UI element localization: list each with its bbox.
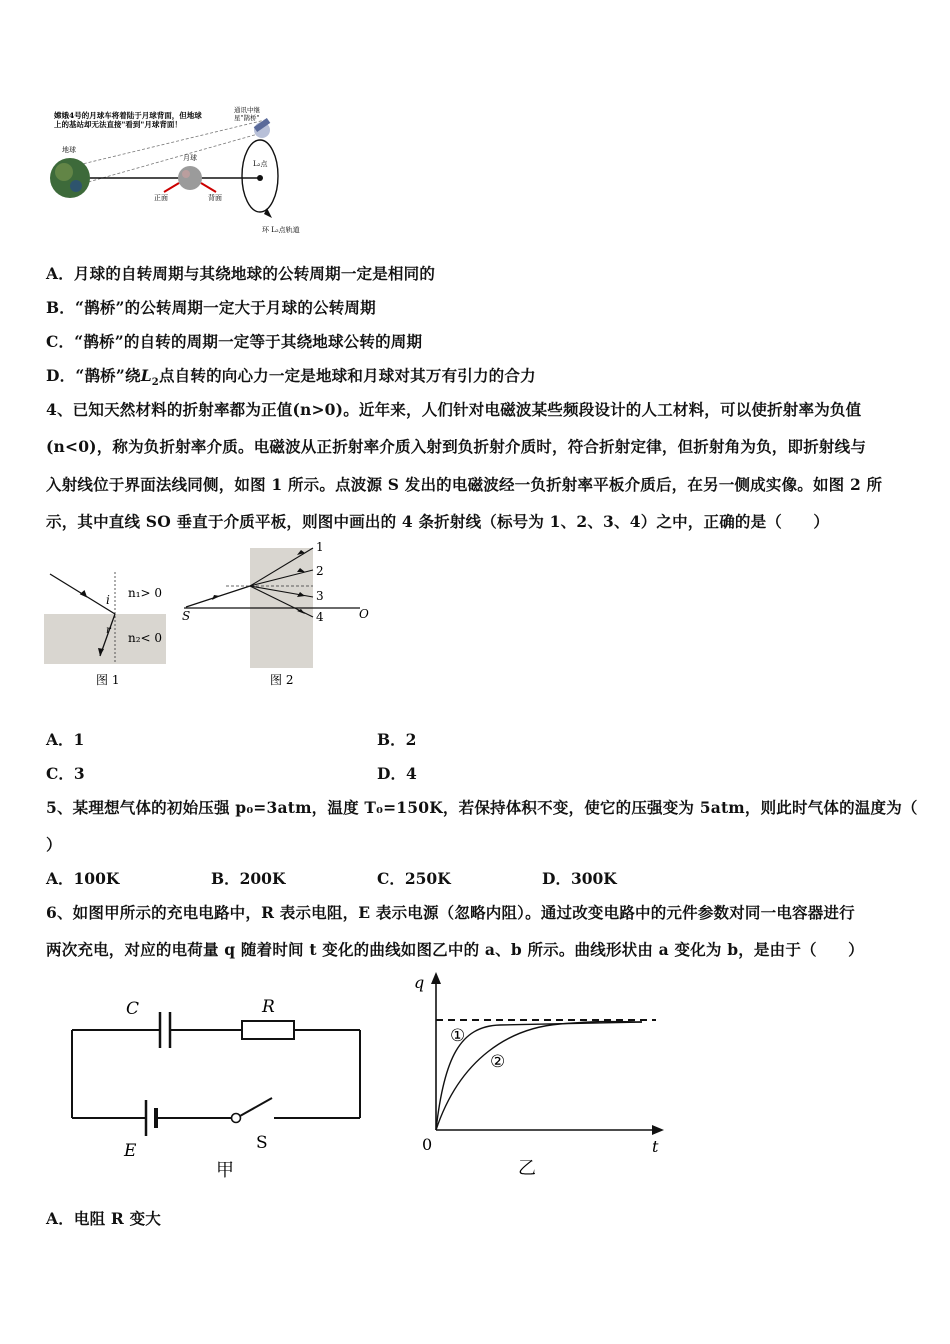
q4-text-line4: 示，其中直线 SO 垂直于介质平板，则图中画出的 4 条折射线（标号为 1、2、3、4）之中，正确的是（ ） (46, 512, 830, 531)
q4-text-line3: 入射线位于界面法线同侧，如图 1 所示。点波源 S 发出的电磁波经一负折射率平板介质后，在另一侧成实像。如图 2 所 (46, 475, 883, 494)
origin-label: 0 (422, 1135, 433, 1154)
moon-icon (178, 166, 202, 190)
angle-i-label: i (106, 593, 110, 607)
ray-label-4: 4 (316, 610, 324, 624)
q3-option-b: B．“鹊桥”的公转周期一定大于月球的公转周期 (46, 298, 376, 317)
q5-option-d: D．300K (542, 869, 617, 888)
q4-option-a: A．1 (46, 730, 85, 749)
curve-1-label: ① (450, 1026, 466, 1046)
figure-1-negative-refraction (44, 568, 172, 690)
charge-time-graph (400, 968, 675, 1183)
resistor-label: R (262, 997, 275, 1017)
point-o-label: O (359, 607, 369, 621)
q4-option-c: C．3 (46, 764, 85, 783)
fig1-caption: 图 1 (96, 673, 120, 687)
q6-text-line2: 两次充电，对应的电荷量 q 随着时间 t 变化的曲线如图乙中的 a、b 所示。曲线形状由 a 变化为 b，是由于（ ） (46, 940, 864, 959)
l2-label: L₂点 (253, 160, 268, 168)
earth-label: 地球 (62, 146, 76, 154)
ray-label-3: 3 (316, 589, 324, 603)
relay-label-1: 通讯中继 (234, 106, 260, 114)
q4-option-d: D．4 (377, 764, 417, 783)
ray-label-1: 1 (316, 540, 324, 554)
n1-label: n₁> 0 (128, 586, 163, 600)
source-s-label: S (182, 609, 191, 623)
front-label: 正面 (154, 194, 168, 202)
graph-caption: 乙 (518, 1158, 536, 1179)
q6-text-line1: 6、如图甲所示的充电电路中，R 表示电阻，E 表示电源（忽略内阻）。通过改变电路中的元件参数对同一电容器进行 (46, 903, 855, 922)
curve-1 (436, 1022, 642, 1130)
q5-option-c: C．250K (377, 869, 451, 888)
fig-caption-line1: 嫦娥4号的月球车将着陆于月球背面，但地球 (54, 111, 202, 120)
q5-option-b: B．200K (211, 869, 286, 888)
q3-option-c: C．“鹊桥”的自转的周期一定等于其绕地球公转的周期 (46, 332, 423, 351)
resistor-symbol (242, 1021, 294, 1039)
t-axis-label: t (652, 1137, 659, 1156)
moon-label: 月球 (183, 154, 197, 162)
ray-label-2: 2 (316, 564, 324, 578)
q4-text-line1: 4、已知天然材料的折射率都为正值(n>0)。近年来，人们针对电磁波某些频段设计的人工材料，可以使折射率为负值 (46, 400, 862, 419)
q5-text-line1: 5、某理想气体的初始压强 p₀=3atm，温度 T₀=150K，若保持体积不变，使它的压强变为 5atm，则此时气体的温度为（ (46, 798, 918, 817)
switch-lever (240, 1098, 272, 1116)
angle-r-label: r (106, 625, 111, 636)
q4-option-b: B．2 (377, 730, 417, 749)
q6-option-a: A．电阻 R 变大 (46, 1209, 162, 1228)
q5-option-a: A．100K (46, 869, 120, 888)
n2-label: n₂< 0 (128, 631, 163, 645)
fig2-caption: 图 2 (270, 673, 294, 687)
front-arrow (164, 183, 179, 192)
q4-text-line2: (n<0)，称为负折射率介质。电磁波从正折射率介质入射到负折射介质时，符合折射定律，但折射角为负，即折射线与 (46, 437, 867, 456)
back-arrow (201, 183, 216, 192)
battery-label: E (124, 1141, 137, 1161)
capacitor-label: C (126, 999, 140, 1019)
curve-2-label: ② (490, 1052, 506, 1072)
relay-label-2: 星"鹊桥" (234, 114, 260, 122)
figure-2-slab-rays (178, 540, 378, 690)
q3-option-d: D．“鹊桥”绕$L_2$点自转的向心力一定是地球和月球对其万有引力的合力 (46, 366, 536, 389)
switch-label: S (256, 1133, 268, 1153)
circuit-caption: 甲 (216, 1160, 234, 1181)
earth-moon-relay-figure (40, 100, 310, 240)
q3-option-a: A．月球的自转周期与其绕地球的公转周期一定是相同的 (46, 264, 436, 283)
back-label: 背面 (208, 194, 222, 202)
fig-caption-line2: 上的基站却无法直接"看到"月球背面！ (54, 120, 182, 129)
q5-text-line2: ） (46, 835, 62, 854)
switch-contact (232, 1114, 241, 1123)
charging-circuit-figure (60, 990, 380, 1185)
q-axis-label: q (414, 973, 425, 992)
orbit-label: 环 L₂点轨道 (262, 226, 300, 234)
